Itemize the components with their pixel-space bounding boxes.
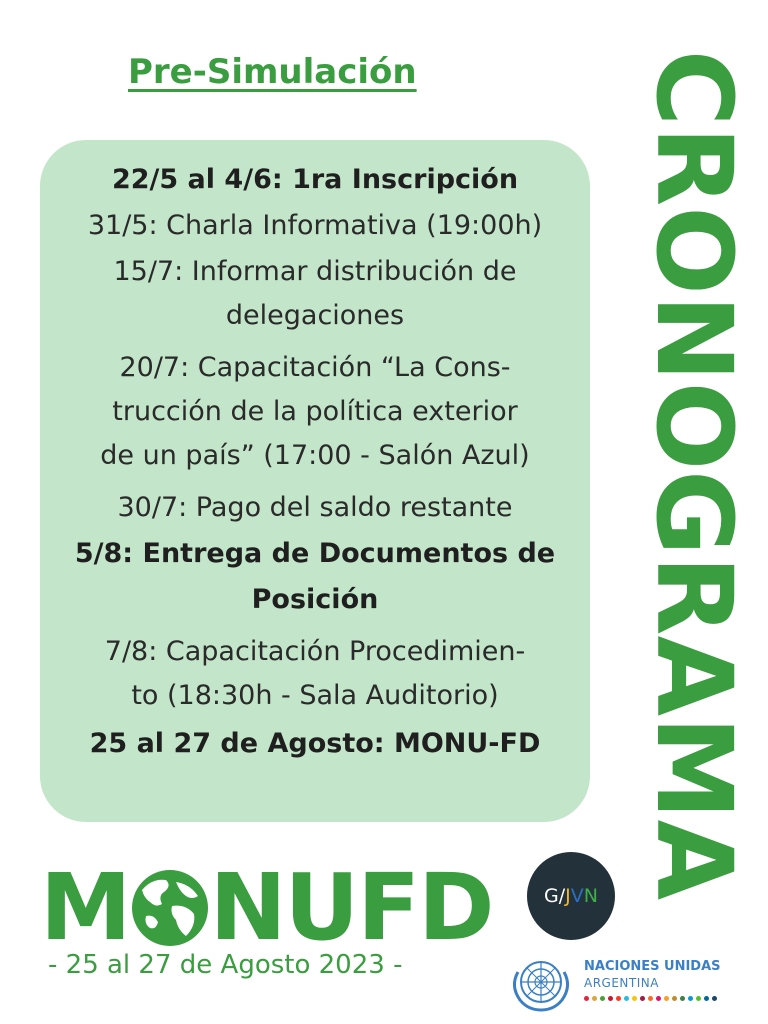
sdg-dot [624, 996, 629, 1001]
schedule-line: trucción de la política exterior [112, 396, 518, 427]
sdg-dot [680, 996, 685, 1001]
event-dates: - 25 al 27 de Agosto 2023 - [48, 950, 403, 980]
schedule-line: 31/5: Charla Informativa (19:00h) [87, 210, 543, 241]
un-country: ARGENTINA [584, 976, 659, 990]
schedule-line: 30/7: Pago del saldo restante [117, 492, 513, 523]
gjvn-n: N [583, 885, 598, 907]
sdg-dot [632, 996, 637, 1001]
logo-text-end: NUFD [209, 854, 493, 961]
sdg-dot [592, 996, 597, 1001]
sdg-color-dots [584, 996, 717, 1001]
sdg-dot [712, 996, 717, 1001]
gjvn-slash: / [558, 885, 566, 907]
sdg-dot [688, 996, 693, 1001]
vertical-title-container [633, 40, 755, 910]
sdg-dot [616, 996, 621, 1001]
sdg-dot [704, 996, 709, 1001]
sdg-dot [600, 996, 605, 1001]
globe-icon [132, 870, 208, 946]
schedule-line: 5/8: Entrega de Documentos de [74, 538, 556, 569]
sdg-dot [608, 996, 613, 1001]
schedule-line: delegaciones [225, 300, 405, 331]
sdg-dot [672, 996, 677, 1001]
vertical-title: CRONOGRAMA [633, 49, 755, 901]
schedule-line: 25 al 27 de Agosto: MONU-FD [89, 728, 541, 759]
sdg-dot [656, 996, 661, 1001]
schedule-line: to (18:30h - Sala Auditorio) [131, 680, 499, 711]
sdg-dot [584, 996, 589, 1001]
sdg-dot [648, 996, 653, 1001]
sdg-dot [664, 996, 669, 1001]
page-title: Pre-Simulación [128, 52, 417, 92]
schedule-line: Posición [251, 584, 379, 615]
monufd-logo [40, 854, 493, 961]
un-name: NACIONES UNIDAS [584, 959, 721, 974]
un-emblem-icon [506, 952, 576, 1016]
schedule-panel [40, 140, 590, 822]
schedule-line: 22/5 al 4/6: 1ra Inscripción [111, 164, 519, 195]
schedule-line: 20/7: Capacitación “La Cons- [119, 352, 511, 383]
gjvn-j: J [565, 885, 571, 907]
gjvn-g: G [544, 885, 559, 907]
schedule-line: 7/8: Capacitación Procedimien- [104, 636, 526, 667]
schedule-line: 15/7: Informar distribución de [113, 256, 517, 287]
schedule-line: de un país” (17:00 - Salón Azul) [100, 440, 530, 471]
sdg-dot [696, 996, 701, 1001]
sdg-dot [640, 996, 645, 1001]
gjvn-v: V [570, 885, 584, 907]
gjvn-logo [527, 852, 615, 940]
logo-text-start: M [40, 854, 130, 961]
